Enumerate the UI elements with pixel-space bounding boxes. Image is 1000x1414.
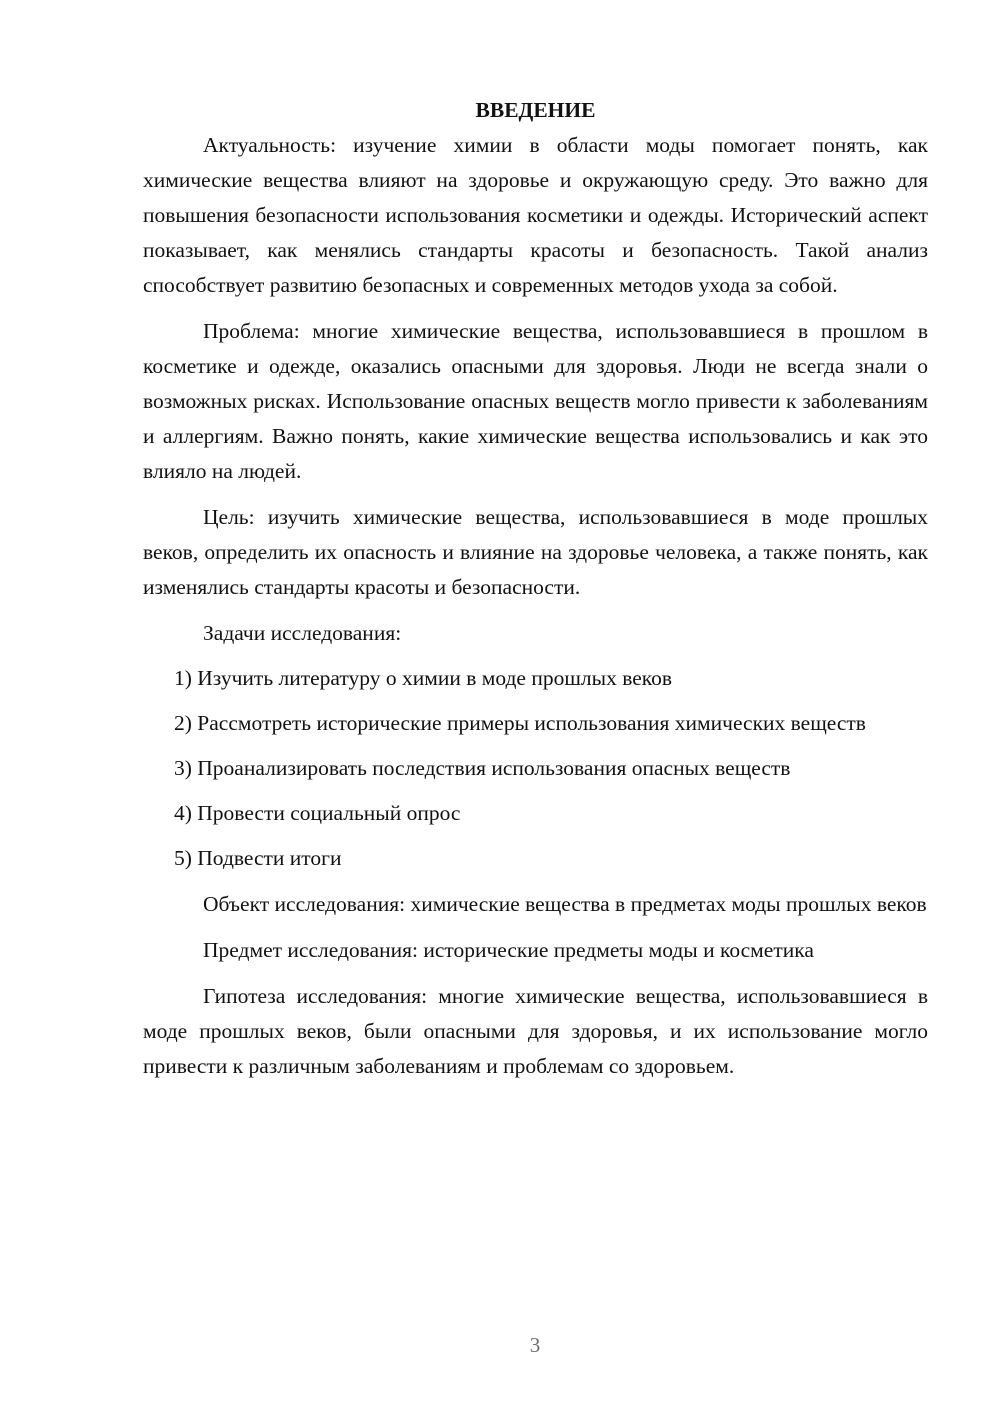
tasks-title: Задачи исследования: bbox=[203, 621, 402, 645]
task-item-2: 2) Рассмотреть исторические примеры использования химических веществ bbox=[174, 711, 866, 735]
task-item-3: 3) Проанализировать последствия использования опасных веществ bbox=[174, 756, 791, 780]
relevance-paragraph: Актуальность: изучение химии в области моды помогает понять, как химические вещества влияют на здоровье и окружающую среду. Это важно для повышения безопасности использования косметики и одежды. Исторический аспект показывает, как менялись стандарты красоты и безопасность. Такой анализ способствует развитию безопасных и современных методов ухода за собой. bbox=[143, 133, 928, 297]
goal-paragraph: Цель: изучить химические вещества, использовавшиеся в моде прошлых веков, определить их опасность и влияние на здоровье человека, а также понять, как изменялись стандарты красоты и безопасности. bbox=[143, 505, 928, 599]
task-item-4: 4) Провести социальный опрос bbox=[174, 801, 461, 825]
page-content bbox=[143, 93, 928, 1084]
object-paragraph: Объект исследования: химические вещества в предметах моды прошлых веков bbox=[203, 892, 927, 916]
subject-paragraph: Предмет исследования: исторические предметы моды и косметика bbox=[203, 938, 814, 962]
hypothesis-paragraph: Гипотеза исследования: многие химические вещества, использовавшиеся в моде прошлых веков, были опасными для здоровья, и их использование могло привести к различным заболеваниям и проблемам со здоровьем. bbox=[143, 984, 928, 1078]
task-item-1: 1) Изучить литературу о химии в моде прошлых веков bbox=[174, 666, 673, 690]
section-heading: ВВЕДЕНИЕ bbox=[475, 98, 596, 122]
page-number: 3 bbox=[529, 1333, 541, 1357]
task-item-5: 5) Подвести итоги bbox=[174, 846, 342, 870]
problem-paragraph: Проблема: многие химические вещества, использовавшиеся в прошлом в косметике и одежде, оказались опасными для здоровья. Люди не всегда знали о возможных рисках. Использование опасных веществ могло привести к заболеваниям и аллергиям. Важно понять, какие химические вещества использовались и как это влияло на людей. bbox=[143, 319, 928, 483]
